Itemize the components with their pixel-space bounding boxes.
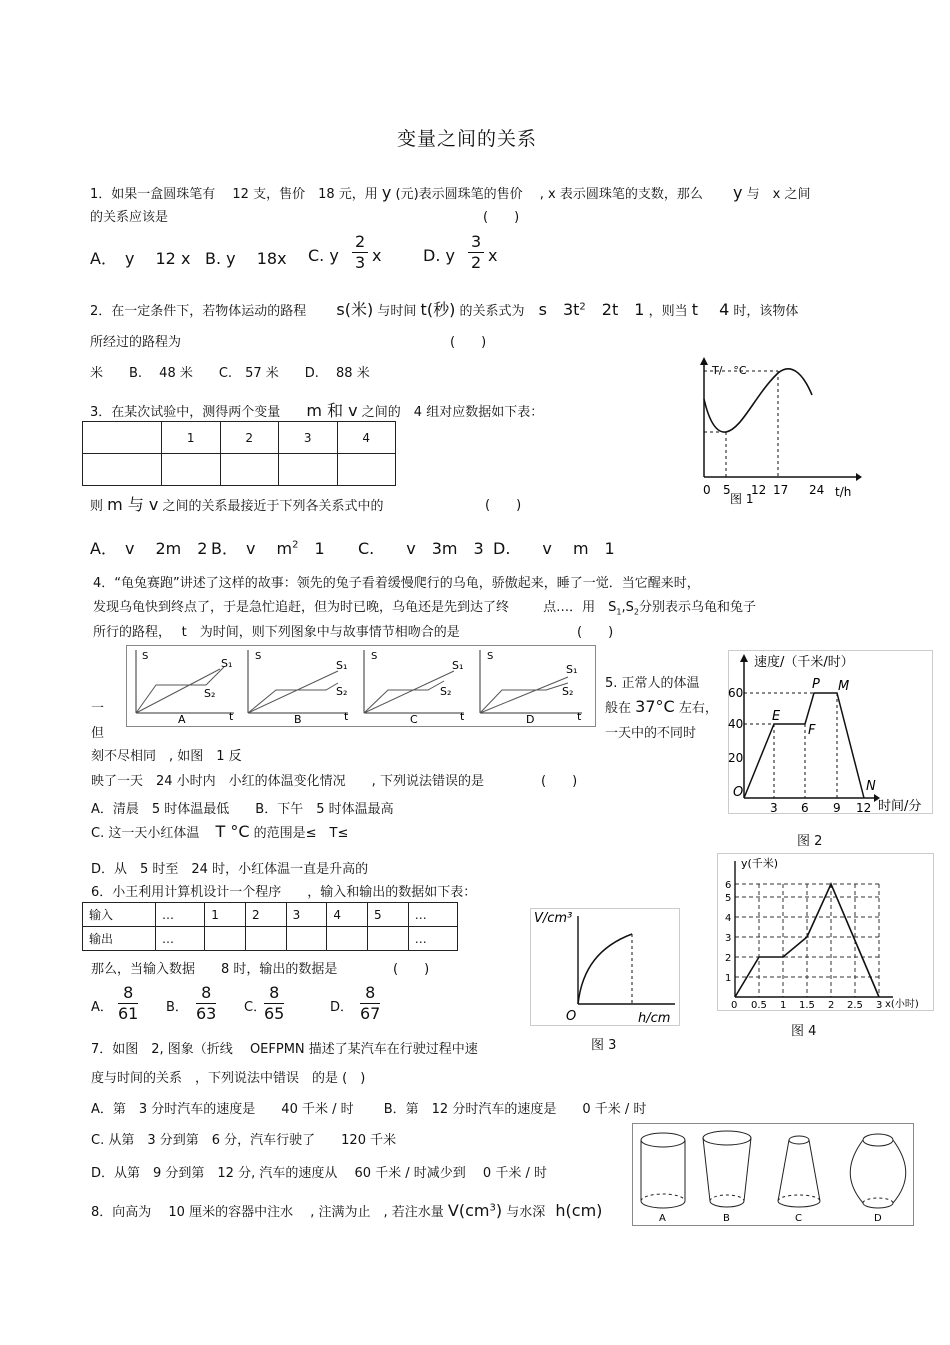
fig2-point-n: N: [866, 779, 876, 794]
graph-s2-label: S₂: [336, 685, 348, 698]
fig2-tick: 3: [770, 801, 778, 815]
container-label: D: [874, 1213, 882, 1224]
q1-option-c: C. y: [308, 246, 339, 265]
q3-mv: m 和 v: [306, 401, 358, 420]
q4-text-b: 点…．用 S: [543, 600, 617, 615]
graph-label: B: [294, 713, 302, 726]
q3-option-a: A． v 2m 2: [90, 539, 208, 558]
q2-formula-tail: 2t 1: [585, 300, 645, 319]
fig2-y-arrow: [740, 654, 748, 662]
q4-graph-c: [364, 650, 465, 726]
table-cell: [162, 454, 221, 486]
fig3-caption: 图 3: [591, 1038, 617, 1053]
fig3-border: [531, 909, 680, 1026]
q3-text-a: 3．在某次试验中，测得两个变量: [90, 405, 281, 420]
q6-paren: ( ): [393, 962, 430, 977]
fig4-tick: 5: [725, 893, 732, 904]
q2-line1: [90, 297, 798, 320]
fig2-x-unit: 时间/分: [878, 799, 922, 814]
q5-right-line3: 一天中的不同时: [605, 726, 697, 741]
table-cell: 输出: [83, 927, 156, 951]
q4-text-f: 分别表示乌龟和兔子: [639, 600, 757, 615]
fig4-tick: 2.5: [847, 1000, 863, 1011]
table-cell: 2: [245, 903, 286, 927]
q1-option-d: D. y: [423, 246, 455, 265]
q7-line2: 度与时间的关系 ，下列说法中错误 的是 ( ): [91, 1071, 366, 1086]
q6-text-a: 6．小王利用计算机设计一个程序 ，输入和输出的数: [91, 885, 412, 900]
container-rim: [703, 1131, 751, 1145]
table-cell: 5: [368, 903, 409, 927]
fig2-border: [729, 651, 933, 814]
table-header-cell: [83, 422, 162, 454]
q3-text-d: 之间的关系最接近于下列各关系式中的: [162, 499, 384, 514]
q5-line-a: 刻不尽相同 , 如图 1 反: [91, 749, 242, 764]
table-cell: [337, 454, 396, 486]
container-base: [710, 1201, 744, 1207]
fig2-point-f: F: [808, 723, 816, 738]
fig1-caption: 图 1: [730, 492, 754, 506]
fig1-y-label: T/ °C: [712, 364, 747, 377]
fig3-y-label: V/cm³: [534, 911, 573, 926]
fig2-speed-polyline: [744, 693, 864, 798]
q5-option-d: D．从 5 时至 24 时，小红体温一直是升高的: [91, 862, 369, 877]
q6-option-b-label: B．: [166, 1000, 188, 1015]
fig2-tick: 20: [728, 751, 744, 765]
q6-line2: 那么，当输入数据 8 时，输出的数据是: [91, 962, 338, 977]
fig2-tick: 60: [728, 686, 744, 700]
q1-paren: ( ): [483, 210, 520, 225]
graph-s-label: S: [371, 651, 378, 662]
q4-line3: 所行的路程， t 为时间，则下列图象中与故事情节相吻合的是: [93, 625, 460, 640]
q2-text-c: 的关系式为: [459, 304, 525, 319]
s2-line: [480, 683, 568, 713]
s1-line: [480, 677, 568, 713]
container-a: [641, 1133, 685, 1224]
figure-2-speed-graph: [728, 650, 933, 815]
container-base-hidden: [863, 1198, 893, 1203]
q7-option-d: D．从第 9 分到第 12 分, 汽车的速度从 60 千米 / 时减少到 0 千米 / 时: [91, 1166, 547, 1181]
graph-s1-label: S₁: [336, 659, 348, 672]
q7-option-ab: A．第 3 分时汽车的速度是 40 千米 / 时 B．第 12 分时汽车的速度是 0 千米 / 时: [91, 1102, 647, 1117]
table-header-cell: 1: [162, 422, 221, 454]
q2-t-var: t(秒): [420, 300, 456, 319]
container-side: [703, 1138, 710, 1201]
fig1-x-unit: t/h: [835, 485, 852, 499]
q4-text-a: 发现乌龟快到终点了，于是急忙追赶，但为时已晚，乌龟还是先到达了终: [93, 600, 510, 615]
q6-option-c-fraction: [264, 983, 284, 1024]
fig1-tick: 5: [723, 483, 731, 497]
q7-option-c: C. 从第 3 分到第 6 分，汽车行驶了 120 千米: [91, 1133, 397, 1148]
container-base-hidden: [710, 1195, 744, 1201]
fig2-point-e: E: [772, 709, 781, 724]
container-base-hidden: [641, 1194, 685, 1201]
fig2-origin: O: [733, 785, 744, 800]
q1-text-a: 1．如果一盒圆珠笔有 12 支，售价 18 元，用: [90, 187, 378, 202]
fraction-den: 67: [360, 1004, 381, 1023]
containers-border: [633, 1124, 914, 1226]
container-base-hidden: [778, 1195, 820, 1201]
container-b: [703, 1131, 751, 1224]
q1-option-b: B. y 18x: [205, 249, 287, 268]
s2-line: [248, 683, 338, 713]
q4-text-d: ,S: [621, 600, 634, 615]
fig2-tick: 9: [833, 801, 841, 815]
q5-left-dan: 但: [91, 726, 105, 741]
q1-option-d-fraction: $\frac{3}{2}$: [468, 232, 484, 273]
q1-text-c: 与 x 之间: [746, 187, 811, 202]
container-rim: [789, 1136, 809, 1144]
fig4-tick: 3: [725, 933, 732, 944]
container-side: [893, 1140, 906, 1203]
container-side: [850, 1140, 863, 1203]
figure-3-volume-graph: [530, 908, 680, 1026]
q8-vol: V(cm: [447, 1201, 490, 1220]
q8-vol-end: ): [495, 1201, 503, 1220]
table-cell: [220, 454, 279, 486]
q3-option-b: [211, 536, 325, 559]
q6-option-b-fraction: [196, 983, 216, 1024]
q4-sub2: 2: [633, 607, 639, 617]
table-cell: 输入: [83, 903, 156, 927]
s1-line: [248, 671, 338, 713]
q1-y-var: y: [381, 183, 392, 202]
q6-option-d-fraction: [360, 983, 380, 1024]
fraction-den: 65: [264, 1004, 285, 1023]
q4-graph-d: [480, 650, 582, 726]
fig4-caption: 图 4: [791, 1024, 817, 1039]
q6-option-d-label: D．: [330, 1000, 354, 1015]
fraction-num: 8: [118, 983, 138, 1004]
fig4-tick: 1: [780, 1000, 787, 1011]
q4-graph-b: [248, 650, 349, 726]
fig2-point-m: M: [838, 679, 850, 694]
q6-line1: [91, 881, 476, 900]
fraction-num: 8: [360, 983, 380, 1004]
q3-option-b-tail: 1: [298, 539, 325, 558]
q6-option-a-label: A．: [91, 1000, 113, 1015]
q5-left-yi: 一: [91, 701, 105, 716]
q5-right-line1: 5. 正常人的体温: [605, 676, 700, 691]
table-cell: 1: [205, 903, 246, 927]
table-cell: [327, 927, 368, 951]
container-label: B: [723, 1213, 730, 1224]
q6-io-table: [82, 902, 458, 951]
q4-sub1: 1: [616, 607, 622, 617]
q3-option-d: D. v m 1: [493, 539, 615, 558]
table-header-cell: 2: [220, 422, 279, 454]
q1-option-d-x: x: [488, 246, 498, 265]
graph-t-label: t: [229, 710, 234, 723]
q2-text-b: 与时间: [377, 304, 417, 319]
q5-line-b: 映了一天 24 小时内 小红的体温变化情况 , 下列说法错误的是: [91, 774, 484, 789]
fig2-tick: 6: [801, 801, 809, 815]
q3-option-b-sup: 2: [292, 539, 299, 551]
table-cell: …: [155, 927, 204, 951]
fig2-point-p: P: [812, 677, 820, 692]
fig1-tick: 24: [809, 483, 825, 497]
q3-line1: [90, 398, 543, 421]
q5-option-c-c: 的范围是≤ T≤: [253, 826, 349, 841]
q3-mv2: m 与 v: [107, 495, 159, 514]
fig2-tick: 12: [856, 801, 872, 815]
q5-option-c: [91, 822, 348, 841]
fig1-tick: 0: [703, 483, 711, 497]
container-base: [641, 1201, 685, 1208]
q2-formula-sup: 2: [579, 301, 586, 313]
graph-s2-label: S₂: [440, 685, 452, 698]
q1-option-c-fraction: $\frac{2}{3}$: [352, 232, 368, 273]
container-c: [778, 1136, 820, 1224]
fraction-den: 63: [196, 1004, 217, 1023]
table-cell: …: [408, 927, 457, 951]
graph-s1-label: S₁: [566, 663, 578, 676]
q3-text-b: 之间的 4 组对应数据如下表：: [361, 405, 544, 420]
q1-line1: [90, 183, 810, 202]
container-rim: [641, 1133, 685, 1147]
container-side: [778, 1140, 789, 1201]
graph-label: C: [410, 713, 418, 726]
fraction-num: 8: [196, 983, 216, 1004]
graph-s2-label: S₂: [204, 687, 216, 700]
figure-1-temperature-graph: [690, 355, 870, 510]
q5-option-c-a: C. 这一天小红体温: [91, 826, 200, 841]
fig4-x-unit: x(小时): [885, 999, 919, 1010]
graph-t-label: t: [460, 710, 465, 723]
q5-paren: ( ): [541, 774, 578, 789]
q3-data-table: [82, 421, 396, 486]
table-cell: [368, 927, 409, 951]
container-label: A: [659, 1213, 666, 1224]
fig4-tick: 3: [876, 1000, 883, 1011]
q1-text-b: (元)表示圆珠笔的售价 , x 表示圆珠笔的支数，那么: [395, 187, 729, 202]
q4-graphs: [126, 645, 596, 727]
q8-h: h(cm): [555, 1201, 603, 1220]
fig4-tick: 2: [725, 953, 732, 964]
container-d: [850, 1134, 906, 1224]
q8-line1: [91, 1201, 602, 1220]
graph-s-label: S: [142, 651, 149, 662]
table-cell: 4: [327, 903, 368, 927]
graph-s-label: S: [255, 651, 262, 662]
container-base: [863, 1203, 893, 1208]
q2-text-e: 时，该物体: [733, 304, 799, 319]
fig2-caption: 图 2: [797, 834, 823, 849]
q3-option-b-text: B． v m: [211, 539, 293, 558]
fig4-tick: 1.5: [799, 1000, 815, 1011]
q1-option-a: A． y 12 x: [90, 249, 191, 268]
fig4-border: [718, 854, 934, 1011]
fig2-y-label: 速度/（千米/时）: [754, 655, 854, 670]
container-rim: [863, 1134, 893, 1146]
fig1-tick: 17: [773, 483, 789, 497]
q2-s-var: s(米): [336, 300, 374, 319]
q6-text-b: 据如下表：: [411, 885, 477, 900]
container-label: C: [795, 1213, 802, 1224]
container-base: [778, 1201, 820, 1207]
q3-option-c: C. v 3m 3: [358, 539, 484, 558]
q4-line1: 4．“龟兔赛跑”讲述了这样的故事：领先的兔子看着缓慢爬行的乌龟，骄傲起来，睡了一觉．当它醒来时，: [93, 576, 700, 591]
fraction-den: 61: [118, 1004, 139, 1023]
fig4-tick: 6: [725, 880, 732, 891]
q1-y-var2: y: [733, 183, 743, 202]
graph-s-label: S: [487, 651, 494, 662]
fig4-tick: 0: [731, 1000, 738, 1011]
q5-temp: 37°C: [635, 697, 675, 716]
container-side: [744, 1138, 751, 1201]
q2-paren: ( ): [450, 335, 487, 350]
table-cell: [279, 454, 338, 486]
q2-text-d: ，则当: [648, 304, 688, 319]
fraction-num: 8: [264, 983, 284, 1004]
fig4-tick: 4: [725, 913, 732, 924]
container-side: [809, 1140, 820, 1201]
graph-s2-label: S₂: [562, 685, 574, 698]
fig4-y-label: y(千米): [741, 857, 779, 870]
q5-option-ab: A．清晨 5 时体温最低 B．下午 5 时体温最高: [91, 802, 394, 817]
q8-vol-sup: 3: [489, 1202, 496, 1214]
page-title: 变量之间的关系: [397, 128, 538, 150]
figure-4-distance-graph: [717, 853, 934, 1011]
q8-containers-figure: [632, 1123, 914, 1226]
q5-option-c-temp: T °C: [215, 822, 250, 841]
graph-label: A: [178, 713, 186, 726]
q4-paren: ( ): [577, 625, 614, 640]
q5-text-a: 般在: [605, 701, 632, 716]
q2-options: 米 B. 48 米 C. 57 米 D. 88 米: [90, 366, 370, 381]
fig1-tick: 12: [751, 483, 767, 497]
graph-s1-label: S₁: [452, 659, 464, 672]
q3-text-c: 则: [90, 499, 104, 514]
fig1-x-arrow: [856, 473, 862, 481]
table-cell: [205, 927, 246, 951]
fig2-tick: 40: [728, 717, 744, 731]
fig4-tick: 0.5: [751, 1000, 767, 1011]
table-cell: [286, 927, 327, 951]
table-cell: [83, 454, 162, 486]
table-cell: 3: [286, 903, 327, 927]
q7-line1: 7．如图 2, 图象（折线 OEFPMN 描述了某汽车在行驶过程中速: [91, 1042, 478, 1057]
q3-line2: [90, 492, 384, 515]
s2-line: [364, 681, 444, 713]
fig3-x-label: h/cm: [638, 1011, 671, 1026]
fig4-tick: 1: [725, 973, 732, 984]
fig3-volume-curve: [578, 934, 632, 1004]
q8-text-a: 8．向高为 10 厘米的容器中注水 , 注满为止 , 若注水量: [91, 1205, 444, 1220]
q5-text-c: 左右，: [678, 701, 718, 716]
table-header-cell: 3: [279, 422, 338, 454]
q6-option-c-label: C．: [244, 1000, 267, 1015]
graph-label: D: [526, 713, 535, 726]
q5-right-line2: [605, 697, 718, 716]
table-cell: [245, 927, 286, 951]
table-header-cell: 4: [337, 422, 396, 454]
table-cell: …: [155, 903, 204, 927]
q8-text-b: 与水深: [506, 1205, 546, 1220]
q1-option-c-x: x: [372, 246, 382, 265]
graph-s1-label: S₁: [221, 657, 233, 670]
q4-graph-a: [136, 650, 234, 726]
q2-line2: 所经过的路程为: [90, 335, 182, 350]
graph-t-label: t: [344, 710, 349, 723]
table-cell: …: [408, 903, 457, 927]
fig3-origin: O: [566, 1009, 577, 1024]
q6-option-a-fraction: [118, 983, 138, 1024]
fig4-tick: 2: [828, 1000, 835, 1011]
q2-text-a: 2．在一定条件下，若物体运动的路程: [90, 304, 307, 319]
q2-t-eq: t 4: [691, 300, 730, 319]
q1-line2: 的关系应该是: [90, 210, 169, 225]
q3-paren: ( ): [485, 498, 522, 513]
fig1-y-arrow: [700, 357, 708, 365]
fig1-temperature-curve: [704, 369, 812, 432]
q4-line2: [93, 596, 756, 617]
graph-t-label: t: [577, 710, 582, 723]
q2-formula: s 3t: [538, 300, 580, 319]
